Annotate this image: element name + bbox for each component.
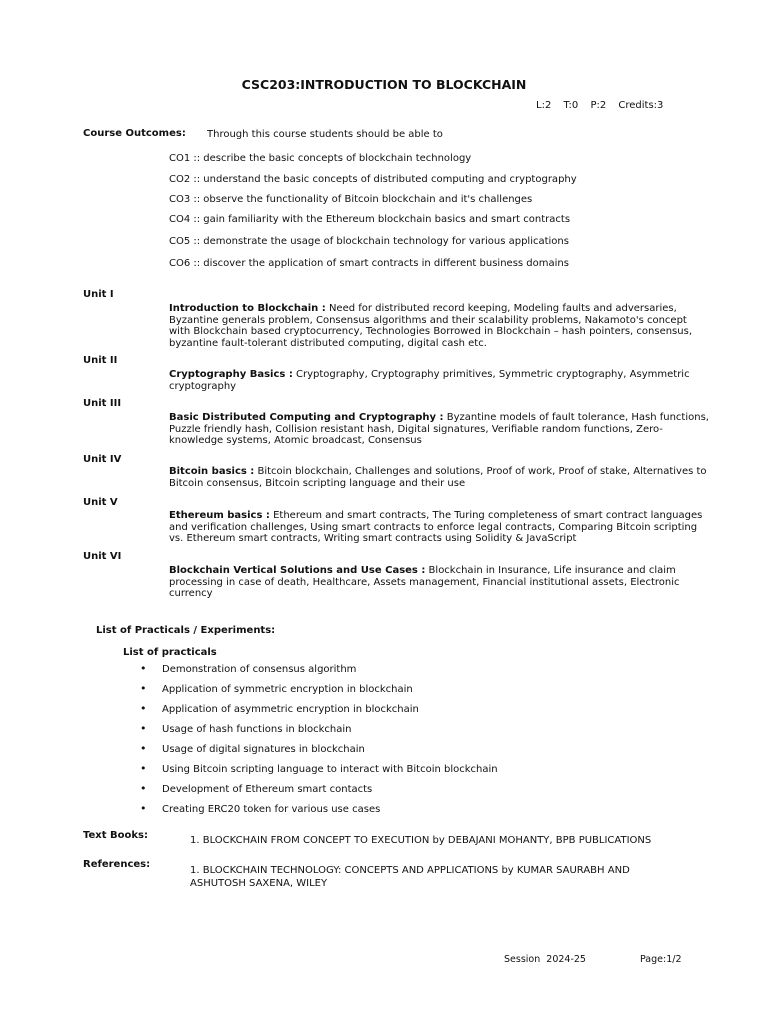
course-outcome-2: CO2 :: understand the basic concepts of distributed computing and cryptography: [169, 174, 577, 185]
course-outcome-3: CO3 :: observe the functionality of Bitcoin blockchain and it's challenges: [169, 194, 533, 205]
unit-5-content: [169, 510, 709, 545]
text-books-label: Text Books:: [83, 830, 148, 841]
bullet-icon: •: [140, 782, 147, 795]
unit-5-text: Ethereum and smart contracts, The Turing completeness of smart contract languages and verification challenges, Using smart contracts to enforce legal contracts, Comparing Bitcoin scripting vs. Ethereum smart contracts, Writing smart contracts using Solidity & JavaScript: [169, 510, 703, 545]
course-title: CSC203:INTRODUCTION TO BLOCKCHAIN: [241, 77, 527, 92]
unit-5-label: Unit V: [83, 497, 118, 508]
bullet-icon: •: [140, 682, 147, 695]
text-book-1: 1. BLOCKCHAIN FROM CONCEPT TO EXECUTION by DEBAJANI MOHANTY, BPB PUBLICATIONS: [190, 835, 652, 846]
credits: Credits:3: [618, 100, 664, 111]
unit-6-heading: Blockchain Vertical Solutions and Use Cases :: [169, 565, 426, 576]
bullet-icon: •: [140, 662, 147, 675]
practicals-subtitle: List of practicals: [123, 647, 217, 658]
practical-item-6: Using Bitcoin scripting language to interact with Bitcoin blockchain: [162, 764, 498, 775]
course-outcome-5: CO5 :: demonstrate the usage of blockchain technology for various applications: [169, 236, 569, 247]
references-label: References:: [83, 859, 151, 870]
practical-hours: P:2: [590, 100, 607, 111]
unit-3-text: Byzantine models of fault tolerance, Hash functions, Puzzle friendly hash, Collision resistant hash, Digital signatures, Verifiable random functions, Zero-knowledge systems, Atomic broadcast, Consensus: [169, 412, 709, 447]
unit-6-text: Blockchain in Insurance, Life insurance and claim processing in case of death, Healthcare, Assets management, Financial institutional assets, Electronic currency: [169, 565, 680, 600]
unit-3-label: Unit III: [83, 398, 122, 409]
course-outcomes-intro: Through this course students should be able to: [207, 129, 443, 140]
session-label: Session 2024-25: [504, 954, 586, 965]
bullet-icon: •: [140, 742, 147, 755]
unit-2-heading: Cryptography Basics :: [169, 369, 293, 380]
course-outcome-6: CO6 :: discover the application of smart contracts in different business domains: [169, 258, 569, 269]
bullet-icon: •: [140, 762, 147, 775]
reference-1-line-2: ASHUTOSH SAXENA, WILEY: [190, 878, 328, 889]
unit-1-heading: Introduction to Blockchain :: [169, 303, 326, 314]
practical-item-3: Application of asymmetric encryption in blockchain: [162, 704, 419, 715]
unit-2-content: [169, 369, 709, 392]
course-outcome-1: CO1 :: describe the basic concepts of blockchain technology: [169, 153, 472, 164]
unit-4-text: Bitcoin blockchain, Challenges and solutions, Proof of work, Proof of stake, Alternatives to Bitcoin consensus, Bitcoin scripting language and their use: [169, 466, 707, 489]
practical-item-5: Usage of digital signatures in blockchain: [162, 744, 365, 755]
unit-4-heading: Bitcoin basics :: [169, 466, 255, 477]
bullet-icon: •: [140, 722, 147, 735]
page-number: Page:1/2: [640, 954, 682, 965]
bullet-icon: •: [140, 802, 147, 815]
unit-4-content: [169, 466, 709, 489]
unit-2-text: Cryptography, Cryptography primitives, Symmetric cryptography, Asymmetric cryptography: [169, 369, 690, 392]
tutorial-hours: T:0: [563, 100, 579, 111]
practicals-section-title: List of Practicals / Experiments:: [96, 625, 276, 636]
unit-1-text: Need for distributed record keeping, Modeling faults and adversaries, Byzantine generals problem, Consensus algorithms and their scalability problems, Nakamoto's concept with Blockchain based cryptocurrency, Technologies Borrowed in Blockchain – hash pointers, consensus, byzantine fault-tolerant distributed computing, digital cash etc.: [169, 303, 692, 349]
practical-item-8: Creating ERC20 token for various use cases: [162, 804, 381, 815]
lecture-hours: L:2: [536, 100, 552, 111]
unit-3-content: [169, 412, 709, 447]
unit-5-heading: Ethereum basics :: [169, 510, 270, 521]
unit-6-content: [169, 565, 709, 600]
unit-1-label: Unit I: [83, 289, 114, 300]
unit-4-label: Unit IV: [83, 454, 122, 465]
unit-1-content: [169, 303, 709, 349]
ltp-credits: [536, 100, 672, 111]
unit-2-label: Unit II: [83, 355, 118, 366]
reference-1-line-1: 1. BLOCKCHAIN TECHNOLOGY: CONCEPTS AND APPLICATIONS by KUMAR SAURABH AND: [190, 865, 630, 876]
practical-item-1: Demonstration of consensus algorithm: [162, 664, 357, 675]
bullet-icon: •: [140, 702, 147, 715]
unit-6-label: Unit VI: [83, 551, 122, 562]
course-outcomes-label: Course Outcomes:: [83, 128, 186, 139]
unit-3-heading: Basic Distributed Computing and Cryptography :: [169, 412, 444, 423]
course-outcome-4: CO4 :: gain familiarity with the Ethereum blockchain basics and smart contracts: [169, 214, 571, 225]
practical-item-7: Development of Ethereum smart contacts: [162, 784, 373, 795]
practical-item-2: Application of symmetric encryption in blockchain: [162, 684, 413, 695]
practical-item-4: Usage of hash functions in blockchain: [162, 724, 352, 735]
